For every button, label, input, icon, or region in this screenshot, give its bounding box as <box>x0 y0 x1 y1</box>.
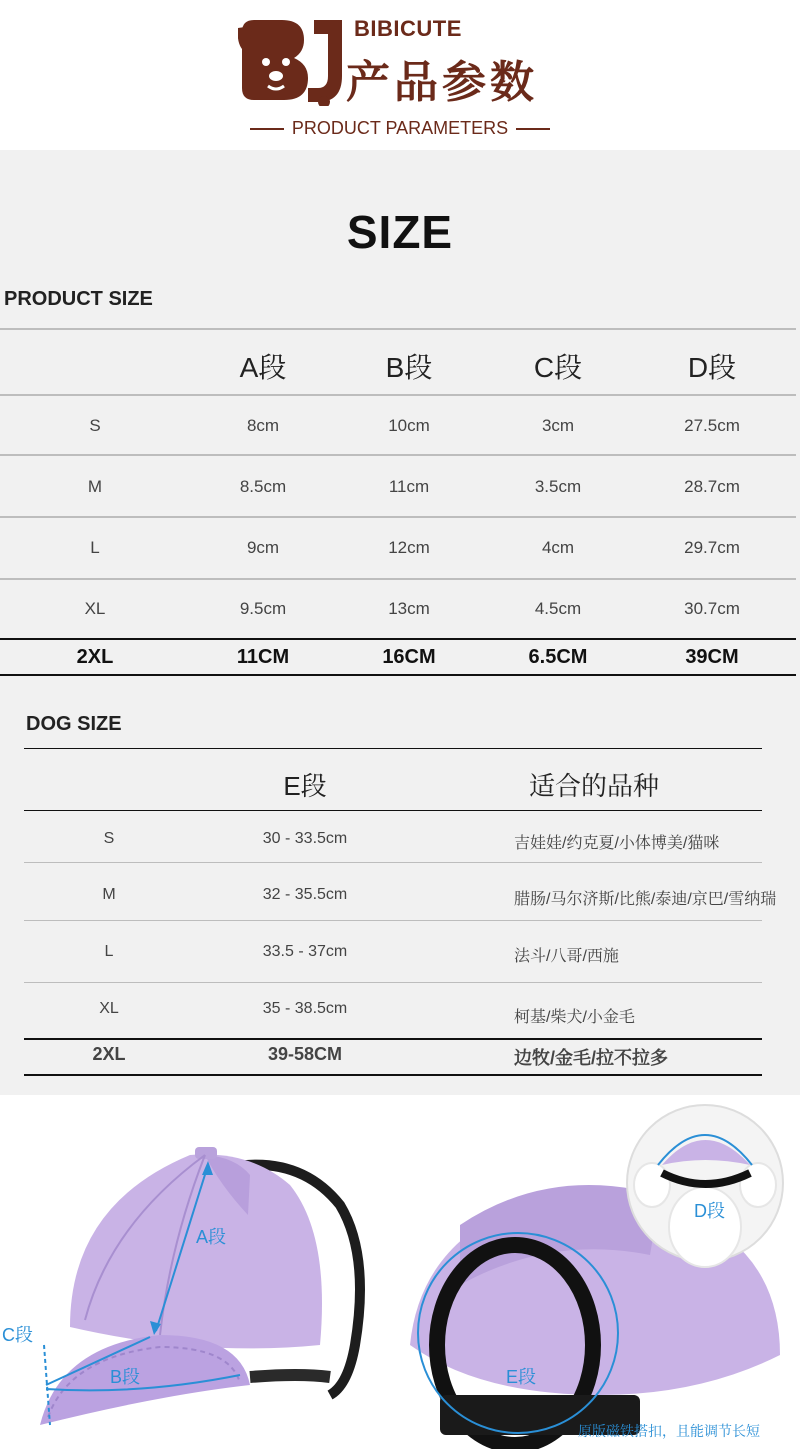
table-divider <box>24 1038 762 1040</box>
e-cell: 33.5 - 37cm <box>262 943 348 960</box>
table-divider <box>24 982 762 983</box>
c-cell: 3cm <box>541 416 575 435</box>
size-cell: S <box>89 416 101 435</box>
e-label: E段 <box>506 1367 537 1387</box>
cap-back-view-image <box>400 1095 800 1449</box>
size-cell: XL <box>99 1000 119 1017</box>
size-panel <box>0 150 800 1095</box>
table-divider <box>0 578 796 580</box>
table-divider <box>0 328 796 330</box>
dash-left <box>250 128 284 130</box>
a-cell: 9cm <box>246 538 280 557</box>
size-cell: XL <box>84 599 106 618</box>
c-cell: 3.5cm <box>534 477 582 496</box>
a-cell: 9.5cm <box>239 599 287 618</box>
table-divider <box>24 748 762 749</box>
size-cell: S <box>103 830 115 847</box>
header-cell-breeds: 适合的品种 <box>528 771 659 801</box>
size-cell: L <box>104 943 114 960</box>
size-cell: 2XL <box>92 1044 126 1064</box>
brand-subtitle: 产品参数 <box>346 57 538 108</box>
table-divider <box>24 862 762 863</box>
table-divider <box>0 638 796 640</box>
header-cell-a: A段 <box>239 352 287 383</box>
d-label: D段 <box>694 1201 725 1221</box>
d-cell: 28.7cm <box>684 477 740 496</box>
table-divider <box>24 1074 762 1076</box>
cap-back-illustration <box>400 1095 800 1449</box>
buckle-note: 原版磁铁搭扣，且能调节长短 <box>578 1423 760 1439</box>
size-cell: L <box>90 538 100 557</box>
table-divider <box>0 674 796 676</box>
table-divider <box>0 394 796 396</box>
b-cell: 13cm <box>388 599 430 618</box>
header-cell-e: E段 <box>283 771 327 801</box>
breeds-cell: 腊肠/马尔济斯/比熊/泰迪/京巴/雪纳瑞 <box>514 891 777 908</box>
a-cell: 8.5cm <box>239 477 287 496</box>
b-cell: 10cm <box>388 416 430 435</box>
table-divider <box>0 516 796 518</box>
header-cell-d: D段 <box>687 352 737 383</box>
b-cell: 12cm <box>388 538 430 557</box>
header <box>0 0 800 150</box>
brand-name: BIBICUTE <box>354 16 462 41</box>
a-cell: 11CM <box>236 646 290 668</box>
table-divider <box>0 454 796 456</box>
product-size-title: PRODUCT SIZE <box>4 288 153 310</box>
product-parameters-label: PRODUCT PARAMETERS <box>291 118 509 138</box>
breeds-cell: 吉娃娃/约克夏/小体博美/猫咪 <box>514 835 720 852</box>
e-cell: 32 - 35.5cm <box>262 886 348 903</box>
e-cell: 35 - 38.5cm <box>262 1000 348 1017</box>
e-cell: 30 - 33.5cm <box>262 830 348 847</box>
header-cell-b: B段 <box>385 352 433 383</box>
breeds-cell: 法斗/八哥/西施 <box>514 948 619 965</box>
d-cell: 27.5cm <box>684 416 740 435</box>
dog-size-table <box>24 748 777 1078</box>
product-parameters-heading <box>0 118 800 139</box>
breeds-cell: 边牧/金毛/拉不拉多 <box>514 1048 669 1068</box>
c-cell: 4cm <box>541 538 575 557</box>
product-size-table <box>0 326 796 676</box>
header-cell-c: C段 <box>533 352 583 383</box>
cap-side-illustration <box>0 1095 400 1449</box>
size-cell: 2XL <box>76 646 114 668</box>
cap-side-view-image <box>0 1095 400 1449</box>
e-cell: 39-58CM <box>267 1044 343 1064</box>
breeds-cell: 柯基/柴犬/小金毛 <box>514 1009 635 1026</box>
table-divider <box>24 920 762 921</box>
size-title: SIZE <box>346 206 454 258</box>
table-divider <box>24 810 762 811</box>
b-cell: 16CM <box>382 646 436 668</box>
d-cell: 29.7cm <box>684 538 740 557</box>
size-cell: M <box>102 886 116 903</box>
b-cell: 11cm <box>388 477 430 496</box>
brand-logo <box>238 14 348 106</box>
a-cell: 8cm <box>246 416 280 435</box>
d-cell: 39CM <box>685 646 739 668</box>
dog-size-title: DOG SIZE <box>26 713 122 735</box>
size-cell: M <box>87 477 103 496</box>
a-label: A段 <box>196 1227 227 1247</box>
dash-right <box>516 128 550 130</box>
c-cell: 4.5cm <box>534 599 582 618</box>
c-label: C段 <box>2 1325 33 1345</box>
b-label: B段 <box>110 1367 141 1387</box>
c-cell: 6.5CM <box>528 646 588 668</box>
d-cell: 30.7cm <box>684 599 740 618</box>
